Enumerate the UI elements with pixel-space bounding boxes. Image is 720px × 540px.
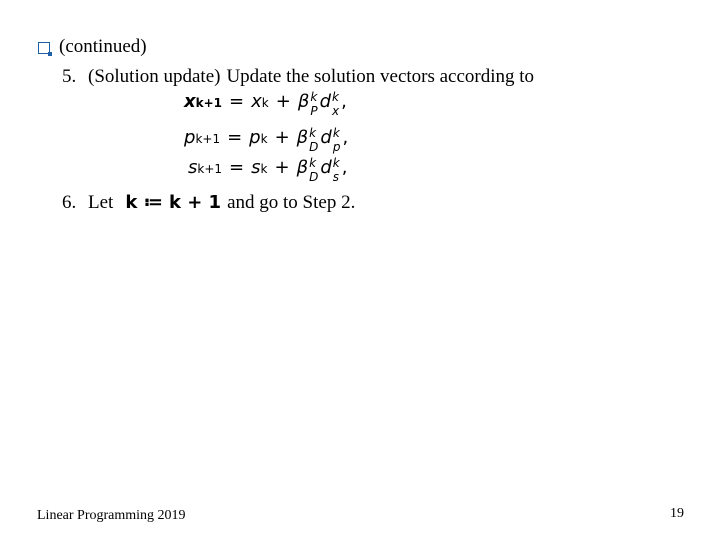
eq-rhs: x <box>251 91 262 112</box>
eq-d-sup: k <box>332 126 340 140</box>
eq-d-sub: s <box>332 170 340 184</box>
eq-rhs: p <box>249 127 261 148</box>
eq-end: , <box>342 127 349 148</box>
step-6-math: k ≔ k + 1 <box>125 192 222 213</box>
eq-lhs: s <box>188 157 198 178</box>
step-6 <box>62 190 355 218</box>
eq-beta-sub: D <box>309 140 319 154</box>
step-6-text: and go to Step 2. <box>227 192 356 213</box>
step-5 <box>62 64 534 92</box>
eq-d-sub: p <box>332 140 341 154</box>
step-5-label: (Solution update) <box>88 66 221 87</box>
eq-rhs-sup: k <box>261 96 269 110</box>
eq-d-sup: k <box>332 156 340 170</box>
continued-label: (continued) <box>59 36 147 57</box>
step-6-number: 6. <box>62 192 77 213</box>
eq-beta-sup: k <box>309 126 317 140</box>
equation-x-update: x k+1 = x k + β k P d k x , <box>184 90 347 118</box>
eq-beta-sup: k <box>310 90 318 104</box>
page-number: 19 <box>670 506 684 521</box>
eq-end: , <box>341 157 348 178</box>
step-5-number: 5. <box>62 66 77 87</box>
eq-d-sup: k <box>332 90 339 104</box>
eq-lhs: x <box>184 91 196 112</box>
footer-course: Linear Programming 2019 <box>37 508 186 523</box>
eq-beta-sub: P <box>310 104 318 118</box>
bullet-row <box>38 34 147 60</box>
eq-lhs-sup: k+1 <box>195 132 221 146</box>
eq-end: , <box>341 91 347 112</box>
equation-s-update: s k+1 = s k + β k D d k s , <box>188 156 348 184</box>
eq-beta-sup: k <box>309 156 317 170</box>
step-6-let: Let <box>88 192 114 213</box>
step-5-text: Update the solution vectors according to <box>226 66 535 87</box>
eq-d-sub: x <box>332 104 340 118</box>
hollow-square-bullet-icon <box>38 42 50 54</box>
eq-lhs: p <box>184 127 196 148</box>
eq-lhs-sup: k+1 <box>195 96 223 110</box>
equation-p-update: p k+1 = p k + β k D d k p , <box>184 126 349 154</box>
eq-lhs-sup: k+1 <box>197 162 223 176</box>
eq-rhs-sup: k <box>260 132 268 146</box>
eq-beta-sub: D <box>309 170 319 184</box>
eq-rhs-sup: k <box>260 162 268 176</box>
eq-rhs: s <box>251 157 261 178</box>
